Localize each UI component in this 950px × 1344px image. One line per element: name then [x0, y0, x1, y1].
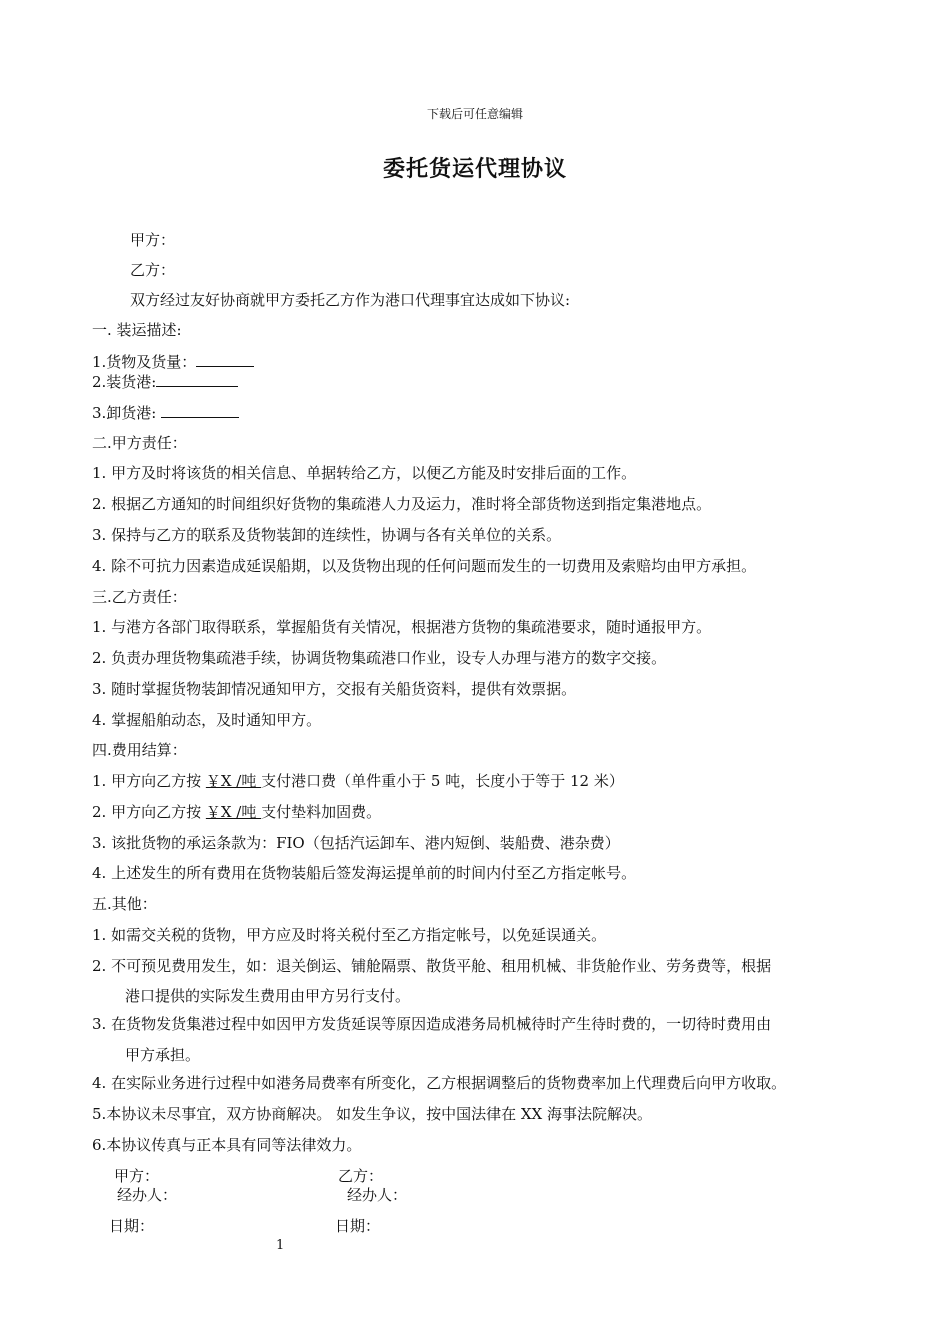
section5-item: 5.本协议未尽事宜，双方协商解决。 如发生争议，按中国法律在 XX 海事法院解决。 — [92, 1105, 652, 1123]
header-note: 下载后可任意编辑 — [426, 107, 523, 121]
section2-item: 4. 除不可抗力因素造成延误船期，以及货物出现的任何问题而发生的一切费用及索赔均由甲方承担。 — [92, 557, 757, 575]
section2-item: 1. 甲方及时将该货的相关信息、单据转给乙方，以便乙方能及时安排后面的工作。 — [92, 464, 637, 482]
section5-item: 4. 在实际业务进行过程中如港务局费率有所变化，乙方根据调整后的货物费率加上代理费后向甲方收取。 — [92, 1074, 787, 1092]
signature-party-b: 乙方： — [338, 1167, 384, 1185]
party-a-label: 甲方： — [130, 231, 176, 249]
cargo-blank — [196, 351, 254, 367]
section4-item-dunnage-fee — [92, 802, 381, 822]
discharge-port-label: 3.卸货港: — [92, 404, 162, 422]
fee-prefix: 1. 甲方向乙方按 — [92, 772, 206, 790]
section4-item: 3. 该批货物的承运条款为：FIO（包括汽运卸车、港内短倒、装船费、港杂费） — [92, 834, 620, 852]
port-fee-rate: ￥X /吨 — [205, 772, 262, 790]
section1-heading: 一. 装运描述: — [92, 321, 182, 339]
fee-suffix: 支付港口费（单件重小于 5 吨，长度小于等于 12 米） — [261, 772, 624, 790]
section3-item: 1. 与港方各部门取得联系，掌握船货有关情况，根据港方货物的集疏港要求，随时通报甲方。 — [92, 618, 712, 636]
section2-item: 2. 根据乙方通知的时间组织好货物的集疏港人力及运力，准时将全部货物送到指定集港地点。 — [92, 495, 712, 513]
section3-item: 4. 掌握船舶动态，及时通知甲方。 — [92, 711, 322, 729]
section4-heading: 四.费用结算： — [92, 741, 187, 759]
discharge-port-line — [92, 402, 239, 423]
section5-item-continued: 甲方承担。 — [125, 1046, 201, 1064]
section5-item-continued: 港口提供的实际发生费用由甲方另行支付。 — [125, 987, 411, 1005]
section4-item-port-fee — [92, 771, 624, 791]
section3-item: 3. 随时掌握货物装卸情况通知甲方，交报有关船货资料，提供有效票据。 — [92, 680, 577, 698]
section5-heading: 五.其他： — [92, 895, 157, 913]
cargo-label: 1.货物及货量： — [92, 353, 197, 371]
discharge-port-blank — [161, 402, 239, 418]
section2-heading: 二.甲方责任： — [92, 434, 187, 452]
signature-date-a: 日期： — [109, 1217, 155, 1235]
intro-paragraph: 双方经过友好协商就甲方委托乙方作为港口代理事宜达成如下协议: — [130, 291, 571, 309]
signature-agent-a: 经办人： — [117, 1186, 178, 1204]
signature-agent-b: 经办人： — [347, 1186, 408, 1204]
section5-item: 1. 如需交关税的货物，甲方应及时将关税付至乙方指定帐号，以免延误通关。 — [92, 926, 607, 944]
fee-suffix: 支付垫料加固费。 — [261, 803, 382, 821]
loading-port-label: 2.装货港: — [92, 373, 157, 391]
section3-item: 2. 负责办理货物集疏港手续，协调货物集疏港口作业，设专人办理与港方的数字交接。 — [92, 649, 667, 667]
dunnage-fee-rate: ￥X /吨 — [205, 803, 262, 821]
section5-item: 6.本协议传真与正本具有同等法律效力。 — [92, 1136, 362, 1154]
loading-port-line — [92, 371, 238, 392]
section3-heading: 三.乙方责任： — [92, 588, 187, 606]
party-b-label: 乙方： — [130, 261, 176, 279]
section2-item: 3. 保持与乙方的联系及货物装卸的连续性，协调与各有关单位的关系。 — [92, 526, 562, 544]
document-title: 委托货运代理协议 — [382, 156, 567, 182]
page-number: 1 — [276, 1238, 285, 1253]
cargo-line — [92, 351, 254, 372]
loading-port-blank — [156, 371, 238, 387]
section5-item: 3. 在货物发货集港过程中如因甲方发货延误等原因造成港务局机械待时产生待时费的，一切待时费用由 — [92, 1015, 772, 1033]
signature-date-b: 日期： — [335, 1217, 381, 1235]
signature-party-a: 甲方： — [114, 1167, 160, 1185]
section4-item: 4. 上述发生的所有费用在货物装船后签发海运提单前的时间内付至乙方指定帐号。 — [92, 864, 637, 882]
fee-prefix: 2. 甲方向乙方按 — [92, 803, 206, 821]
section5-item: 2. 不可预见费用发生，如：退关倒运、铺舱隔票、散货平舱、租用机械、非货舱作业、劳务费等，根据 — [92, 957, 772, 975]
